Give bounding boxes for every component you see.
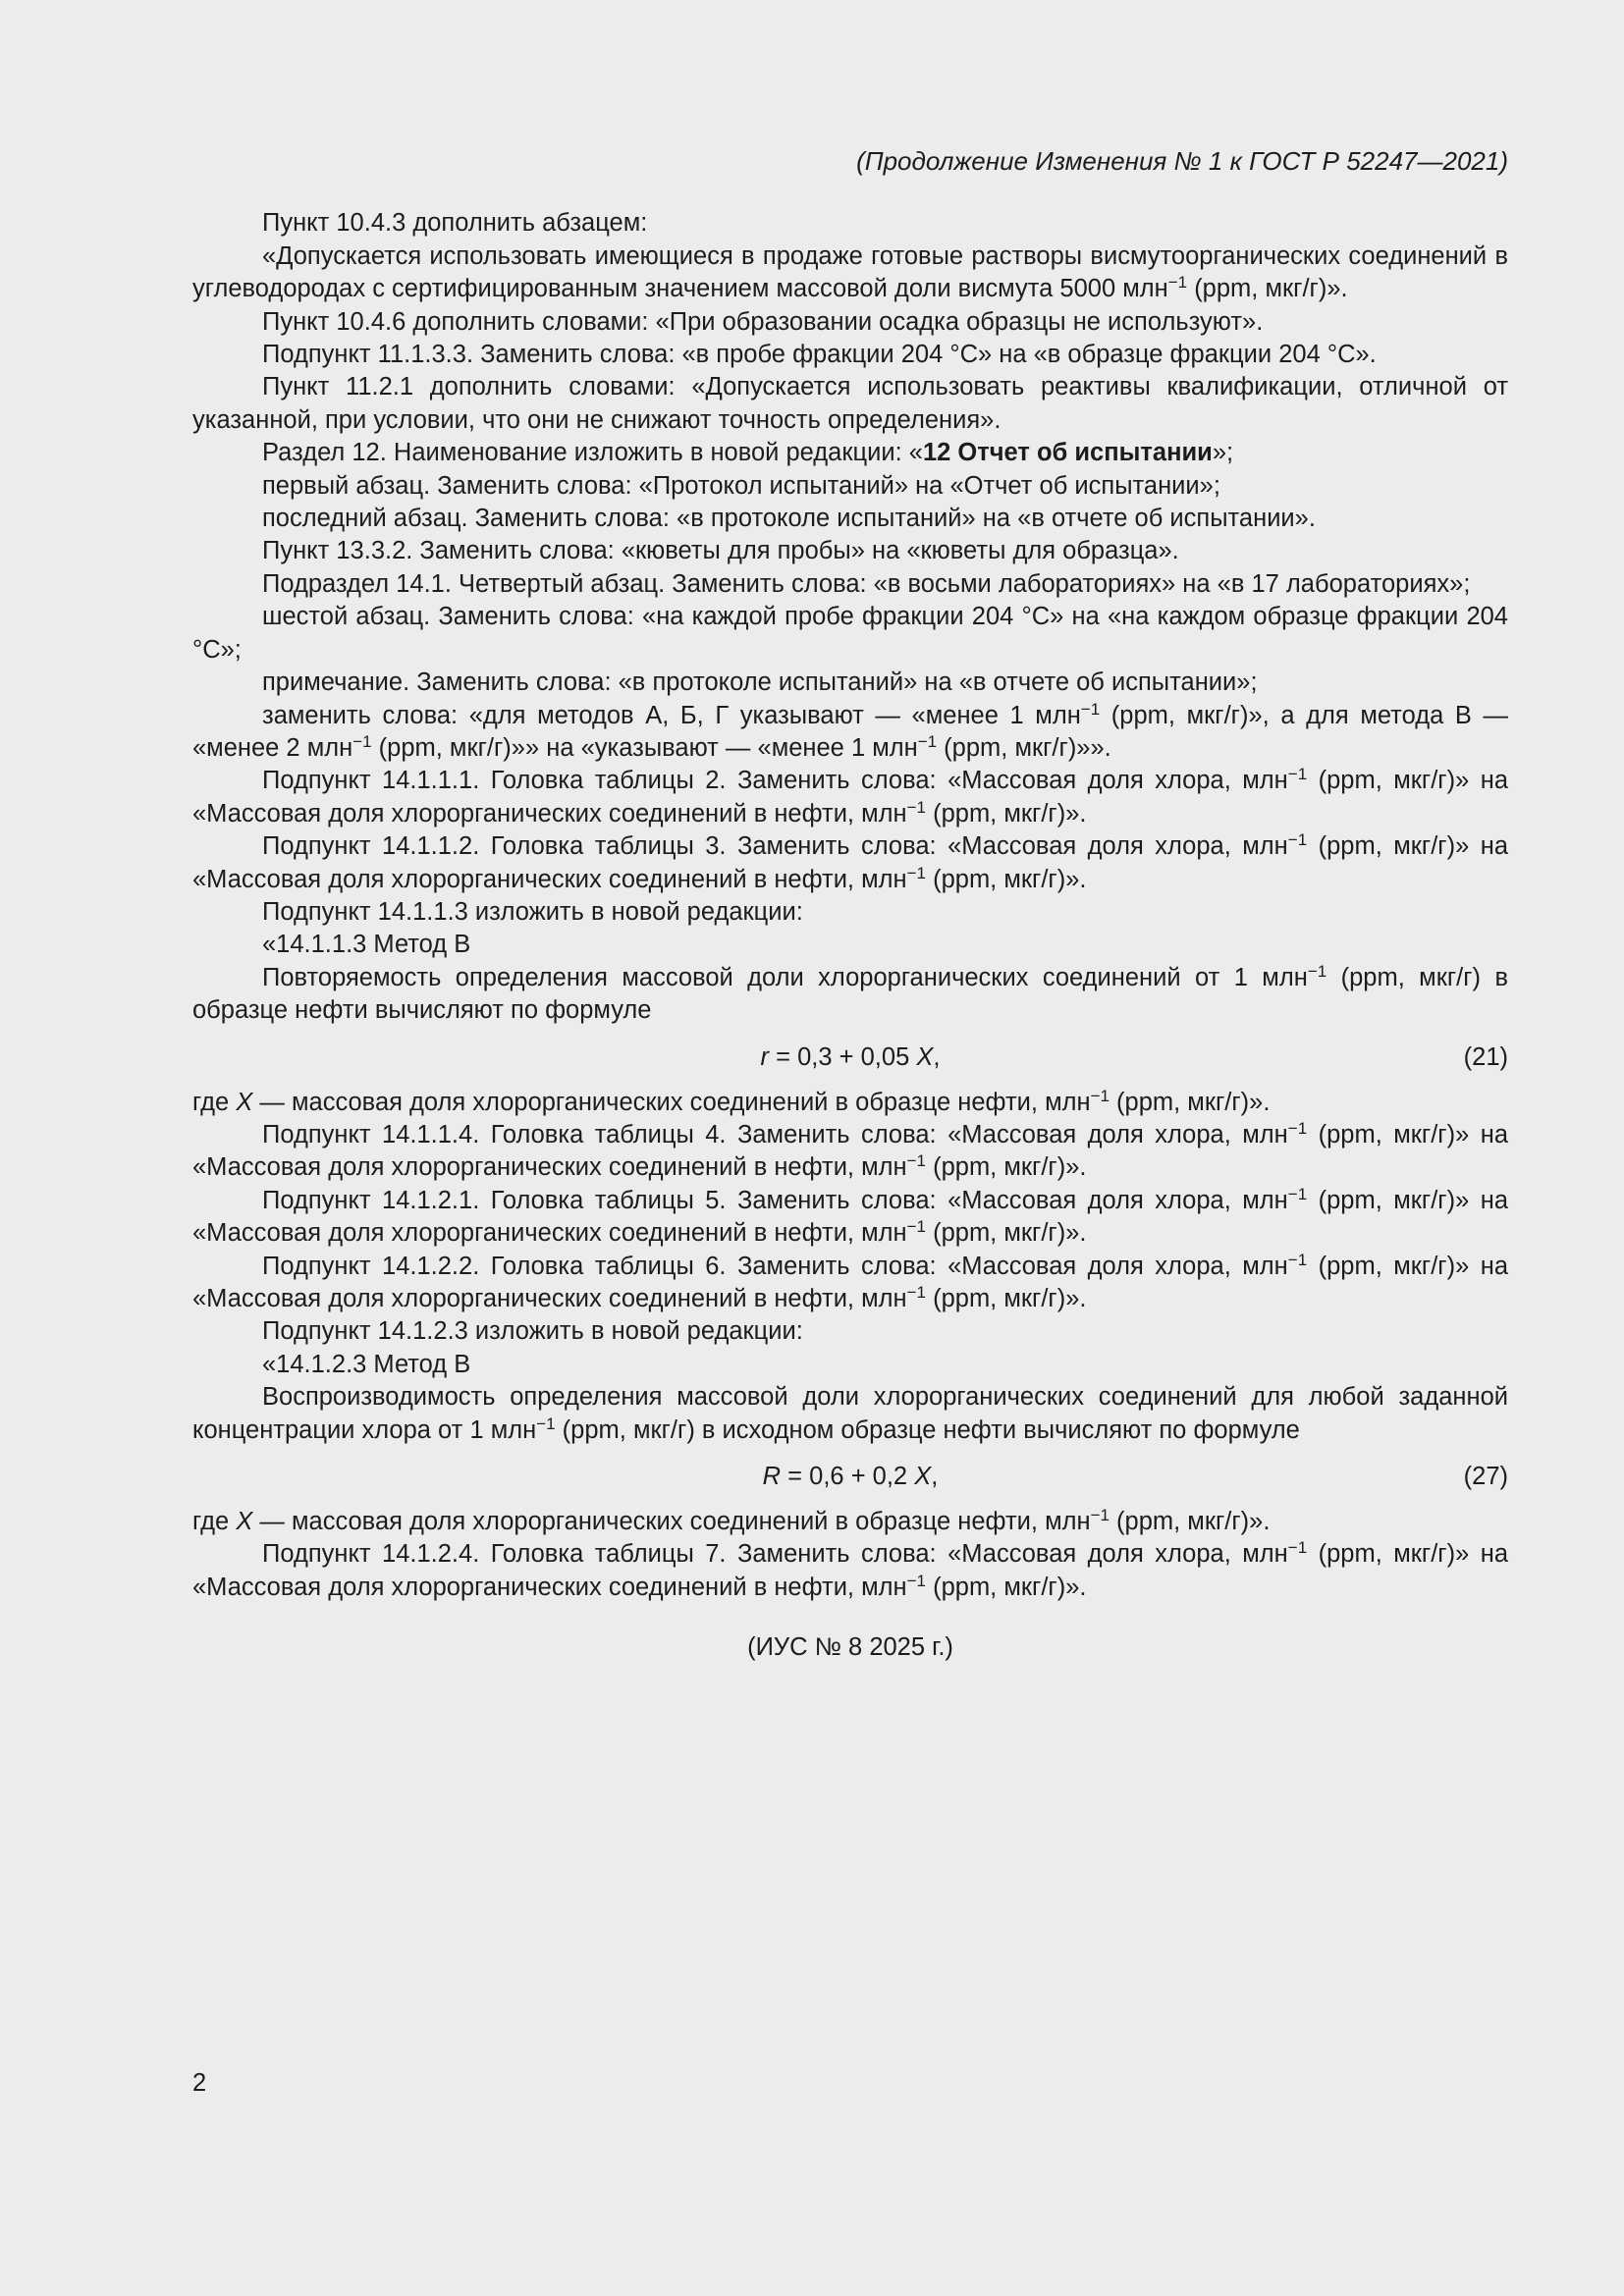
paragraph — [192, 896, 1508, 929]
paragraph-text: (ppm, мкг/г)». — [926, 1153, 1087, 1182]
paragraph-text: Раздел 12. Наименование изложить в новой редакции: « — [262, 439, 923, 467]
paragraph-text: «Допускается использовать имеющиеся в продаже готовые растворы висмутоорганических соединений в углеводородах с сертифицированным значением массовой доли висмута 5000 млн — [192, 241, 1508, 303]
superscript: −1 — [906, 863, 926, 882]
formula-text: , — [931, 1463, 939, 1491]
formula-number: (27) — [1463, 1463, 1508, 1491]
paragraph-text: (ppm, мкг/г)» на «Массовая доля хлорорганических соединений в нефти, млн — [192, 1540, 1508, 1601]
superscript: −1 — [1287, 1184, 1308, 1203]
paragraph — [192, 1251, 1508, 1316]
paragraph — [192, 1538, 1508, 1604]
superscript: −1 — [906, 1571, 926, 1590]
paragraph-text: — массовая доля хлорорганических соединений в образце нефти, млн — [252, 1088, 1091, 1116]
paragraph — [192, 1185, 1508, 1251]
paragraph-text: Подраздел 14.1. Четвертый абзац. Заменить слова: «в восьми лабораториях» на «в 17 лабораториях»; — [262, 569, 1471, 598]
formula-text: , — [933, 1042, 941, 1071]
paragraph-text: Подпункт 14.1.2.2. Головка таблицы 6. Заменить слова: «Массовая доля хлора, млн — [262, 1252, 1288, 1280]
paragraph — [192, 962, 1508, 1028]
paragraph — [192, 830, 1508, 896]
paragraph-text: (ppm, мкг/г)». — [926, 1219, 1087, 1248]
paragraph — [192, 700, 1508, 766]
paragraph-text: (ppm, мкг/г)». — [926, 865, 1087, 893]
paragraph — [192, 568, 1508, 601]
paragraph-text: примечание. Заменить слова: «в протоколе испытаний» на «в отчете об испытании»; — [262, 668, 1258, 697]
formula-text: = 0,6 + 0,2 — [781, 1463, 915, 1491]
formula-text: = 0,3 + 0,05 — [769, 1042, 917, 1071]
paragraph — [192, 1381, 1508, 1447]
formula-variable: X — [236, 1508, 253, 1536]
formula-variable: R — [762, 1463, 782, 1491]
paragraph-text: последний абзац. Заменить слова: «в протоколе испытаний» на «в отчете об испытании». — [262, 505, 1316, 533]
superscript: −1 — [1287, 1118, 1308, 1138]
formula-variable: X — [914, 1463, 932, 1491]
paragraph-text: (ppm, мкг/г)» на «Массовая доля хлорорганических соединений в нефти, млн — [192, 1252, 1508, 1312]
paragraph — [192, 1506, 1508, 1538]
paragraph — [192, 667, 1508, 699]
paragraph-text: Пункт 13.3.2. Заменить слова: «кюветы для пробы» на «кюветы для образца». — [262, 537, 1179, 565]
ius-reference: (ИУС № 8 2025 г.) — [747, 1633, 953, 1662]
paragraph-text: (ppm, мкг/г)». — [1109, 1508, 1271, 1536]
paragraph-text: Подпункт 14.1.1.1. Головка таблицы 2. Заменить слова: «Массовая доля хлора, млн — [262, 767, 1288, 795]
paragraph — [192, 339, 1508, 371]
paragraph-text: (ppm, мкг/г)». — [926, 1285, 1087, 1312]
paragraph-text: (ppm, мкг/г)». — [926, 799, 1087, 828]
paragraph-text: Пункт 10.4.6 дополнить словами: «При образовании осадка образцы не используют». — [262, 307, 1264, 336]
paragraph — [192, 1349, 1508, 1381]
paragraph-text: Повторяемость определения массовой доли хлорорганических соединений от 1 млн — [262, 963, 1308, 991]
formula-variable: r — [760, 1042, 770, 1071]
paragraph-text: — массовая доля хлорорганических соединений в образце нефти, млн — [252, 1508, 1091, 1536]
paragraph-text: (ppm, мкг/г)» на «Массовая доля хлорорганических соединений в нефти, млн — [192, 832, 1508, 893]
paragraph — [192, 207, 1508, 240]
paragraph-text: Подпункт 14.1.2.3 изложить в новой редакции: — [262, 1317, 803, 1346]
paragraph-text: Подпункт 11.1.3.3. Заменить слова: «в пробе фракции 204 °С» на «в образце фракции 204 °С». — [262, 341, 1377, 369]
paragraph-text: (ppm, мкг/г)». — [1187, 275, 1348, 303]
paragraph-text: (ppm, мкг/г) в образце нефти вычисляют по формуле — [192, 963, 1508, 1025]
paragraph-text: Подпункт 14.1.1.3 изложить в новой редакции: — [262, 897, 803, 926]
document-page — [192, 145, 1508, 1665]
paragraph-text: (ppm, мкг/г) в исходном образце нефти вычисляют по формуле — [555, 1415, 1300, 1444]
paragraph-text: «14.1.2.3 Метод В — [262, 1350, 471, 1378]
paragraph — [192, 929, 1508, 961]
superscript: −1 — [906, 1283, 926, 1302]
paragraph-text: (ppm, мкг/г)» на «Массовая доля хлорорганических соединений в нефти, млн — [192, 1186, 1508, 1248]
paragraph-text: (ppm, мкг/г)»». — [937, 733, 1111, 762]
paragraph-text: где — [192, 1508, 237, 1536]
superscript: −1 — [1080, 699, 1101, 719]
paragraph-text: Воспроизводимость определения массовой доли хлорорганических соединений для любой заданной концентрации хлора от 1 млн — [192, 1383, 1508, 1444]
superscript: −1 — [906, 1151, 926, 1171]
superscript: −1 — [352, 731, 372, 751]
superscript: −1 — [1167, 273, 1188, 293]
page-number: 2 — [192, 2069, 207, 2097]
paragraph-text: (ppm, мкг/г)» на «Массовая доля хлорорганических соединений в нефти, млн — [192, 767, 1508, 828]
page-header: (Продолжение Изменения № 1 к ГОСТ Р 52247—2021) — [856, 146, 1508, 176]
paragraph — [192, 1119, 1508, 1185]
paragraph-text: Подпункт 14.1.2.1. Головка таблицы 5. Заменить слова: «Массовая доля хлора, млн — [262, 1186, 1288, 1214]
paragraph-text: где — [192, 1088, 237, 1116]
paragraph — [192, 371, 1508, 437]
paragraph-text: (ppm, мкг/г)», а для метода В — «менее 2 млн — [192, 701, 1508, 762]
paragraph — [192, 1315, 1508, 1348]
formula-variable: X — [916, 1042, 934, 1071]
superscript: −1 — [906, 1217, 926, 1237]
paragraph — [192, 240, 1508, 306]
paragraph-text: Подпункт 14.1.1.4. Головка таблицы 4. Заменить слова: «Массовая доля хлора, млн — [262, 1120, 1288, 1148]
paragraph-text: (ppm, мкг/г)» на «Массовая доля хлорорганических соединений в нефти, млн — [192, 1120, 1508, 1182]
paragraph — [192, 437, 1508, 469]
paragraph-text: Пункт 10.4.3 дополнить абзацем: — [262, 209, 648, 238]
paragraph-text: заменить слова: «для методов А, Б, Г указывают — «менее 1 млн — [262, 701, 1081, 729]
superscript: −1 — [1287, 830, 1308, 850]
formula-number: (21) — [1463, 1042, 1508, 1071]
superscript: −1 — [1287, 1250, 1308, 1269]
superscript: −1 — [906, 797, 926, 817]
superscript: −1 — [1090, 1506, 1110, 1525]
section-title-bold: 12 Отчет об испытании — [922, 439, 1213, 467]
paragraph-text: »; — [1212, 439, 1234, 467]
superscript: −1 — [1287, 1538, 1308, 1558]
formula-variable: X — [236, 1088, 253, 1116]
paragraph-text: (ppm, мкг/г)»» на «указывают — «менее 1 млн — [371, 733, 918, 762]
paragraph — [192, 765, 1508, 830]
paragraph-text: Подпункт 14.1.1.2. Головка таблицы 3. Заменить слова: «Массовая доля хлора, млн — [262, 832, 1288, 861]
paragraph — [192, 1087, 1508, 1119]
paragraph — [192, 503, 1508, 535]
paragraph-text: первый абзац. Заменить слова: «Протокол испытаний» на «Отчет об испытании»; — [262, 471, 1220, 500]
paragraph-text: (ppm, мкг/г)». — [926, 1573, 1087, 1601]
paragraph — [192, 306, 1508, 339]
paragraph-text: Пункт 11.2.1 дополнить словами: «Допускается использовать реактивы квалификации, отличной от указанной, при условии, что они не снижают точность определения». — [192, 373, 1508, 434]
superscript: −1 — [536, 1414, 556, 1433]
paragraph-text: Подпункт 14.1.2.4. Головка таблицы 7. Заменить слова: «Массовая доля хлора, млн — [262, 1540, 1288, 1569]
superscript: −1 — [1307, 961, 1327, 981]
paragraph — [192, 535, 1508, 567]
formula-expression — [763, 1463, 939, 1490]
superscript: −1 — [917, 731, 938, 751]
paragraph-text: (ppm, мкг/г)». — [1109, 1088, 1271, 1116]
superscript: −1 — [1287, 765, 1308, 784]
paragraph-text: шестой абзац. Заменить слова: «на каждой пробе фракции 204 °С» на «на каждом образце фракции 204 °С»; — [192, 603, 1508, 664]
paragraph — [192, 470, 1508, 503]
formula-27 — [192, 1461, 1508, 1494]
formula-21 — [192, 1041, 1508, 1075]
paragraph-text: «14.1.1.3 Метод В — [262, 931, 471, 959]
paragraph — [192, 601, 1508, 667]
superscript: −1 — [1090, 1086, 1110, 1105]
formula-expression — [761, 1043, 941, 1071]
